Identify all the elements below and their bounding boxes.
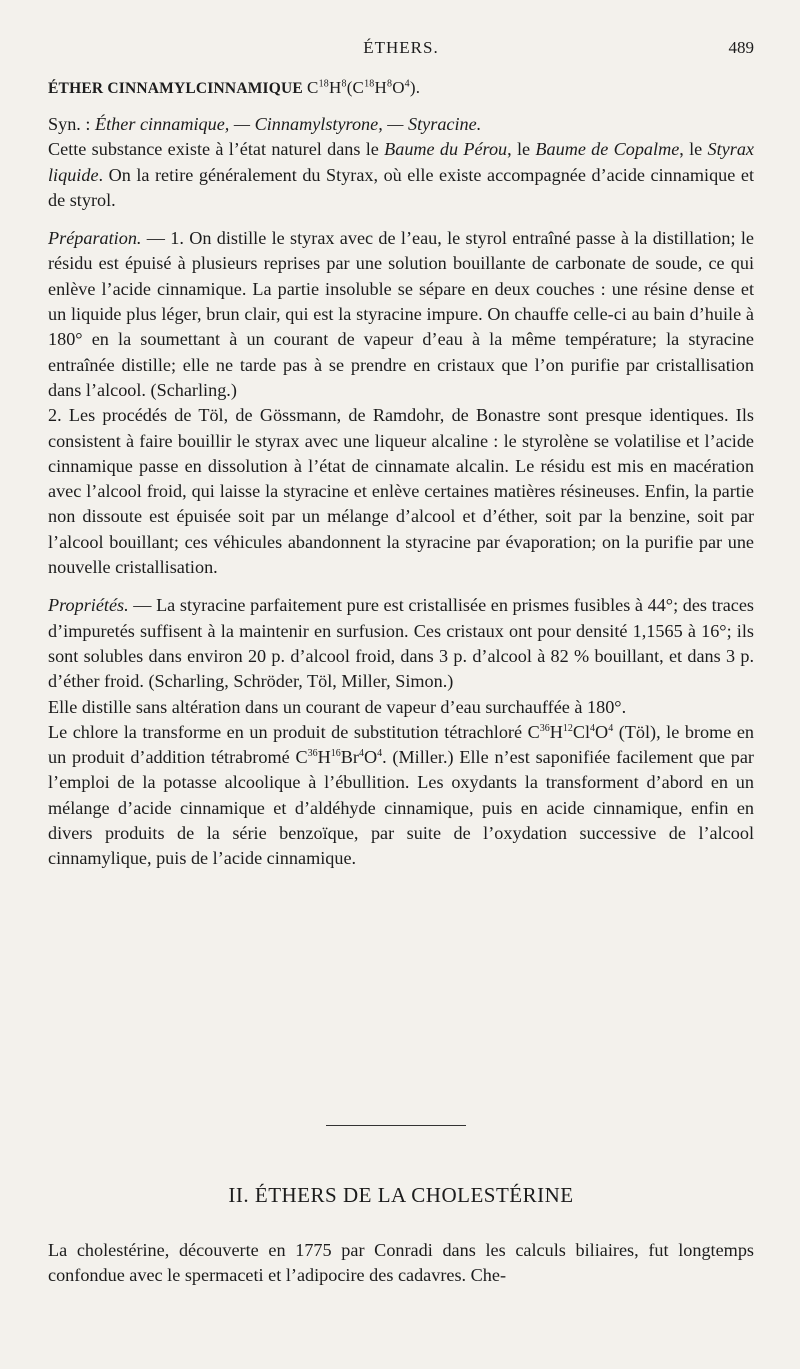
paragraph: Elle distille sans altération dans un courant de vapeur d’eau surchauffée à 180°. xyxy=(48,696,627,717)
entry-heading xyxy=(48,78,420,98)
entry-formula: $C^{18}H^8(C^{18}H^8O^4)$. xyxy=(307,78,421,97)
paragraph: Le chlore la transforme en un produit de substitution tétrachloré $C^{36}H^{12}Cl^4O^4$ (Töl), le brome en un produit d’addition tétrabromé $C^{36}H^{16}Br^4O^4$. (Miller.) Elle n’est saponifiée facilement que par l’emploi de la potasse alcoolique à l’ébullition. Les oxydants la transforment d’abord en un mélange d’acide cinnamique et d’aldéhyde cinnamique, puis en acide cinnamique, enfin en divers produits de la série benzoïque, par suite de l’oxydation successive de l’alcool cinnamylique, puis de l’acide cinnamique. xyxy=(48,721,755,869)
paragraph: Préparation. — 1. On distille le styrax avec de l’eau, le styrol entraîné passe à la distillation; le résidu est épuisé à plusieurs reprises par une solution bouillante de carbonate de soude, ce qui enlève l’acide cinnamique. La partie insoluble se sépare en deux couches : une résine dense et un liquide plus léger, brun clair, qui est la styracine impure. On chauffe celle-ci au bain d’huile à 180° en la soumettant à un courant de vapeur d’eau à la même température; la styracine entraînée distille; elle ne tarde pas à se prendre en cristaux que l’on purifie par cristallisation dans l’alcool. (Scharling.) xyxy=(48,228,754,400)
paragraph: Syn. : Éther cinnamique, — Cinnamylstyrone, — Styracine. xyxy=(48,114,482,134)
body-text xyxy=(48,112,754,872)
entry-heading-label: ÉTHER CINNAMYLCINNAMIQUE xyxy=(48,80,303,97)
section-title: II. ÉTHERS DE LA CHOLESTÉRINE xyxy=(228,1183,574,1207)
section-intro-paragraph: La cholestérine, découverte en 1775 par Conradi dans les calculs biliaires, fut longtemps confondue avec le spermaceti et l’adipocire des cadavres. Che- xyxy=(48,1240,754,1286)
running-title: ÉTHERS. xyxy=(363,38,439,57)
running-head xyxy=(48,38,754,62)
page-number: 489 xyxy=(728,38,754,57)
paragraph: Cette substance existe à l’état naturel dans le Baume du Pérou, le Baume de Copalme, le Styrax liquide. On la retire généralement du Styrax, où elle existe accompagnée d’acide cinnamique et de styrol. xyxy=(48,139,754,210)
paragraph-list xyxy=(48,112,754,872)
paragraph: Propriétés. — La styracine parfaitement pure est cristallisée en prismes fusibles à 44°; des traces d’impuretés suffisent à la maintenir en surfusion. Ces cristaux ont pour densité 1,1565 à 16°; ils sont solubles dans environ 20 p. d’alcool froid, dans 3 p. d’alcool à 82 % bouillant, et dans 3 p. d’éther froid. (Scharling, Schröder, Töl, Miller, Simon.) xyxy=(48,595,754,692)
paragraph: 2. Les procédés de Töl, de Gössmann, de Ramdohr, de Bonastre sont presque identiques. Ils consistent à faire bouillir le styrax avec une liqueur alcaline : le styrolène se volatilise et l’acide cinnamique passe en dissolution à l’état de cinnamate alcalin. Le résidu est mis en macération avec l’alcool froid, qui laisse la styracine et enlève certaines matières résineuses. Enfin, la partie non dissoute est épuisée soit par un mélange d’alcool et d’éther, soit par la benzine, soit par l’alcool bouillant; ces véhicules abandonnent la styracine par évaporation; on la purifie par une nouvelle cristallisation. xyxy=(48,405,754,578)
section-divider xyxy=(326,1125,466,1126)
